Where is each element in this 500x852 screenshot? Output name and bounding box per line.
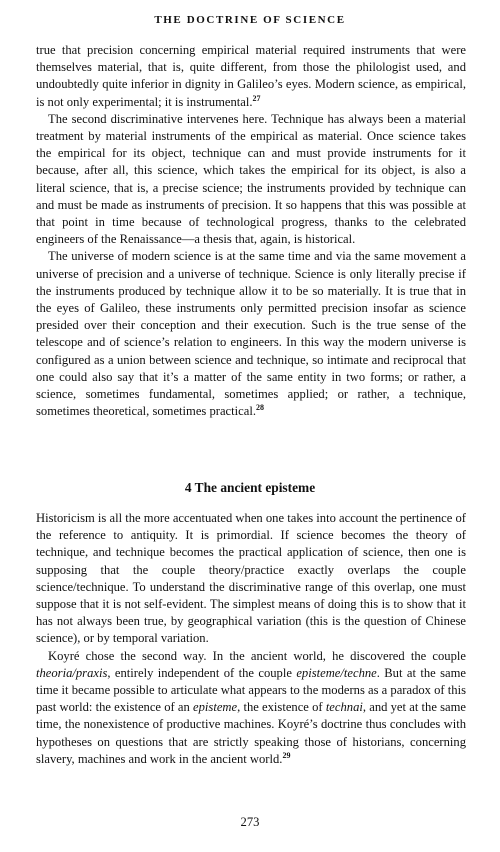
paragraph-text: . But at the same time it became possible to articulate what appears to the moderns as a paradox of this past world: the existence of an [36, 665, 467, 715]
paragraph-text: Koyré chose the second way. In the ancient world, he discovered the couple [48, 648, 466, 663]
italic-term: theoria/praxis [36, 665, 108, 680]
paragraph-text: Historicism is all the more accentuated when one takes into account the pertinence of the reference to antiquity. It is primordial. If science becomes the theory of technique, and technique becomes the practical application of science, then one is supposing that the couple theory/practice exactly overlaps the couple science/technique. To understand the discriminative range of this overlap, one must suppose that it is not self-evident. The simplest means of doing this is to show that it has not always been true, by geographical variation (this is the question of Chinese science), or by temporal variation. [36, 511, 466, 646]
paragraph-text: , entirely independent of the couple [107, 665, 297, 680]
paragraph [36, 42, 466, 111]
paragraph-text: , and yet at the same time, the nonexistence of productive machines. Koyré’s doctrine thus concludes with hypotheses on questions that are strictly speaking those of historians, concerning slavery, machines and work in the ancient world. [36, 700, 466, 766]
footnote-marker: 27 [252, 93, 261, 103]
text-block-section-4 [36, 510, 466, 768]
footnote-marker: 28 [255, 403, 264, 413]
paragraph [36, 510, 466, 648]
section-heading: 4 The ancient episteme [184, 480, 316, 495]
italic-term: technai [325, 700, 363, 715]
italic-term: episteme/techne [296, 665, 377, 680]
paragraph-text: The universe of modern science is at the same time and via the same movement a universe of precision and a universe of technique. Science is only literally precise if the instruments produced by technique allow it to be so materially. It is true that in the eyes of Galileo, these instruments only permitted precision insofar as science presided over their conception and their execution. Such is the true sense of the telescope and of science’s relation to engineers. In this way the modern universe is configured as a union between science and technique, so intimate and reciprocal that one could also say that it’s a matter of the same entity in two forms; or rather, a science, sometimes fundamental, sometimes applied; or rather, a technique, sometimes theoretical, sometimes practical. [36, 249, 466, 419]
paragraph-text: The second discriminative intervenes here. Technique has always been a material treatment by material instruments of the empirical as material. Once science takes the empirical for its object, technique can and must provide instruments for it because, after all, this science, which takes the empirical for its object, is also a literal science, that is, a precise science; the instruments provided by technique can and must be made as instruments of precision. It so happens that this was possible at that point in time because of technological progress, thanks to the celebrated engineers of the Renaissance—a thesis that, again, is historical. [36, 111, 466, 247]
paragraph-text: true that precision concerning empirical material required instruments that were themselves material, that is, quite different, from those the philologist used, and undoubtedly quite inferior in dignity in Galileo’s eyes. Modern science, as empirical, is not only experimental; it is instrumental. [36, 43, 466, 109]
paragraph [36, 111, 466, 249]
paragraph [36, 648, 466, 768]
italic-term: episteme [193, 700, 238, 715]
text-block-continuation [36, 42, 466, 420]
paragraph-text: , the existence of [237, 700, 326, 715]
footnote-marker: 29 [282, 750, 291, 760]
page-number: 273 [240, 815, 260, 829]
paragraph [36, 248, 466, 420]
running-head: THE DOCTRINE OF SCIENCE [154, 14, 346, 26]
